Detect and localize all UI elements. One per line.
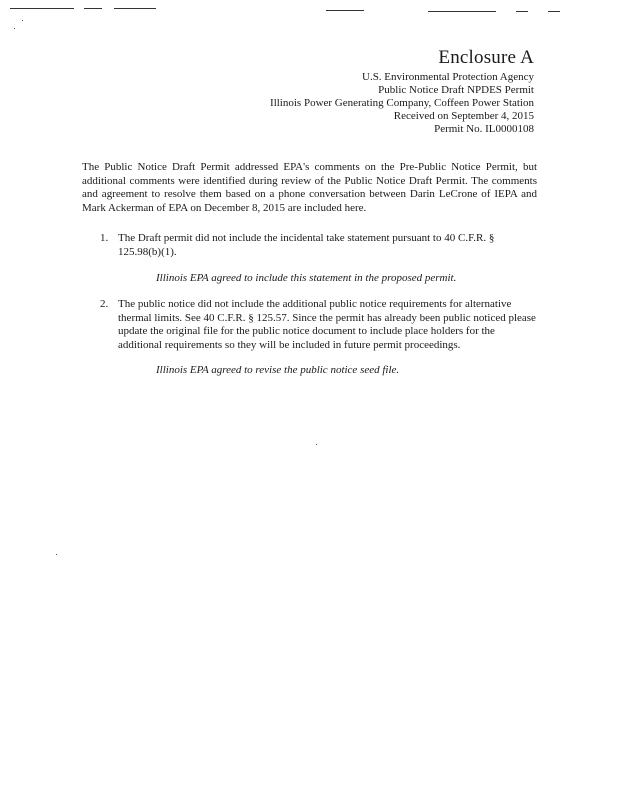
- received-date-line: Received on September 4, 2015: [393, 110, 534, 122]
- scan-artifact: [316, 444, 317, 445]
- comment-item: [100, 232, 540, 259]
- item-number: 2.: [100, 298, 109, 310]
- intro-paragraph: The Public Notice Draft Permit addressed EPA's comments on the Pre-Public Notice Permit, but additional comments were identified during review of the Public Notice Draft Permit. The comments and agreement to resolve them based on a phone conversation between Darin LeCrone of IEPA and Mark Ackerman of EPA on December 8, 2015 are included here.: [82, 161, 537, 214]
- scan-artifact: [10, 8, 74, 9]
- scan-artifact: [516, 11, 528, 12]
- scan-artifact: [84, 8, 102, 9]
- permit-number-line: Permit No. IL0000108: [434, 123, 534, 135]
- item-text: The public notice did not include the additional public notice requirements for alternative thermal limits. See 40 C.F.R. § 125.57. Since the permit has already been public noticed please update the original file for the public notice document to include place holders for the additional requirements so they will be included in future permit proceedings.: [118, 298, 536, 351]
- agency-response: Illinois EPA agreed to revise the public notice seed file.: [156, 364, 400, 376]
- enclosure-header: [270, 47, 534, 136]
- draft-permit-line: Public Notice Draft NPDES Permit: [378, 84, 534, 96]
- enclosure-title: Enclosure A: [438, 47, 534, 68]
- agency-line: U.S. Environmental Protection Agency: [362, 71, 534, 83]
- scan-artifact: [56, 554, 57, 555]
- item-number: 1.: [100, 232, 109, 244]
- scan-artifact: [22, 20, 23, 21]
- scan-artifact: [428, 11, 496, 12]
- scan-artifact: [14, 28, 15, 29]
- scan-artifact: [114, 8, 156, 9]
- comment-item: [100, 298, 540, 352]
- agency-response: Illinois EPA agreed to include this statement in the proposed permit.: [156, 272, 457, 284]
- scan-artifact: [326, 10, 364, 11]
- facility-line: Illinois Power Generating Company, Coffeen Power Station: [270, 97, 534, 109]
- scan-artifact: [548, 11, 560, 12]
- item-text: The Draft permit did not include the incidental take statement pursuant to 40 C.F.R. § 125.98(b)(1).: [118, 232, 495, 258]
